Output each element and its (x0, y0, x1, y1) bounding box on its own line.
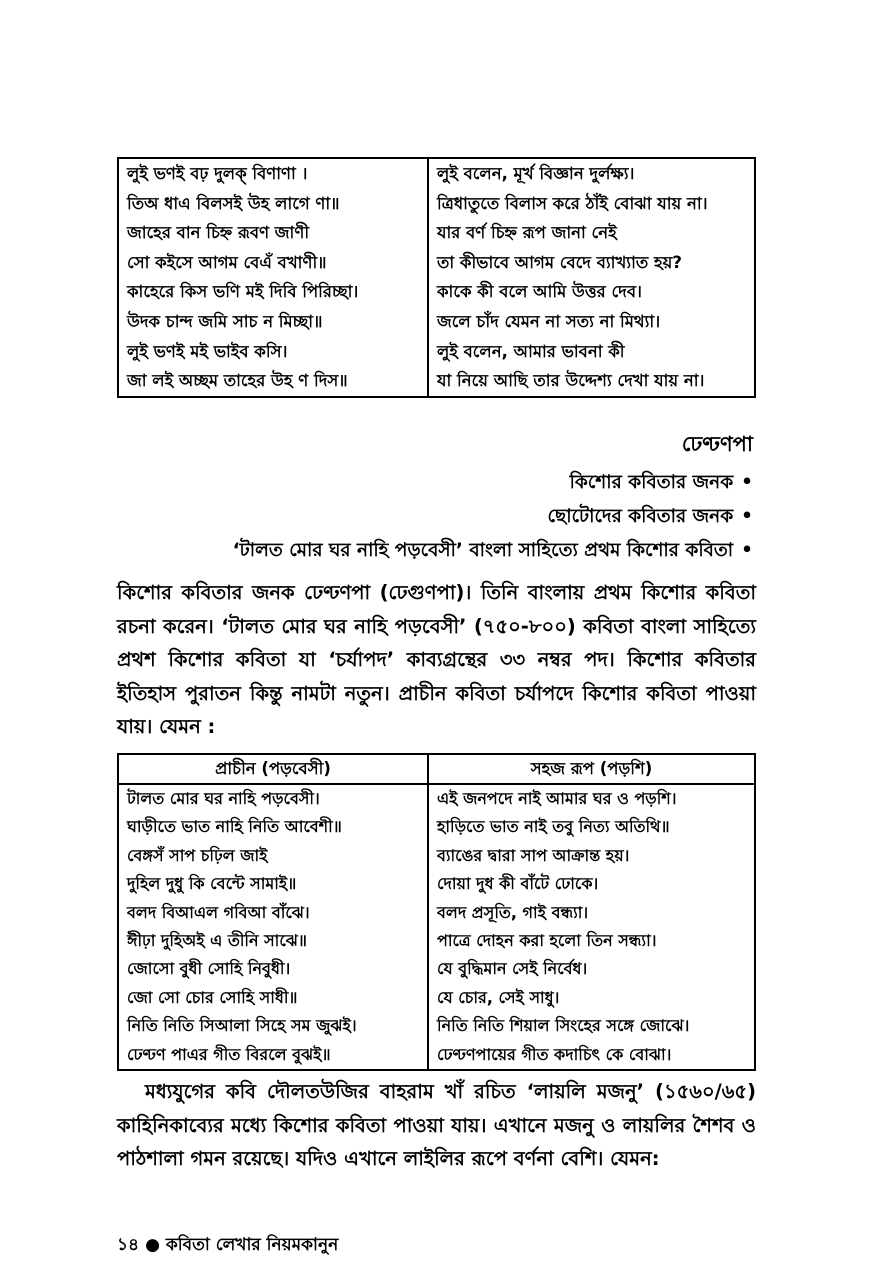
table-header-row (118, 754, 755, 784)
translation-cell: বলদ প্রসূতি, গাই বন্ধ্যা। (428, 899, 755, 927)
table-row (118, 158, 755, 189)
table-row (118, 337, 755, 367)
original-verse-cell: কাহেরে কিস ভণি মই দিবি পিরিচ্ছা। (118, 277, 428, 307)
table-row (118, 899, 755, 927)
bullet-icon: • (741, 506, 753, 527)
original-verse-cell: জো সো চোর সোহি সাধী॥ (118, 984, 428, 1012)
original-verse-cell: বলদ বিআএল গবিআ বাঁঝে। (118, 899, 428, 927)
closing-paragraph: মধ্যযুগের কবি দৌলতউজির বাহরাম খাঁ রচিত ‘লায়লি মজনু’ (১৫৬০/৬৫) কাহিনিকাব্যের মধ্যে কিশোর কবিতা পাওয়া যায়। এখানে মজনু ও লায়লির শৈশব ও পাঠশালা গমন রয়েছে। যদিও এখানে লাইলির রূপে বর্ণনা বেশি। যেমন: (117, 1080, 756, 1171)
translation-cell: কাকে কী বলে আমি উত্তর দেব। (428, 277, 755, 307)
table-row (118, 277, 755, 307)
translation-cell: যে চোর, সেই সাধু। (428, 984, 755, 1012)
table-row (118, 955, 755, 983)
poem-translation-table-1 (117, 157, 756, 398)
original-verse-cell: সো কইসে আগম বেএঁ বখাণী॥ (118, 248, 428, 278)
original-verse-cell: ঘাড়ীতে ভাত নাহি নিতি আবেশী॥ (118, 813, 428, 841)
translation-cell: হাড়িতে ভাত নাই তবু নিত্য অতিথি॥ (428, 813, 755, 841)
original-verse-cell: টালত মোর ঘর নাহি পড়বেসী। (118, 784, 428, 813)
table-row (118, 366, 755, 397)
book-title: কবিতা লেখার নিয়মকানুন (165, 1235, 339, 1255)
table-row (118, 842, 755, 870)
column-header-simple: সহজ রূপ (পড়শি) (428, 754, 755, 784)
original-verse-cell: জা লই অচ্ছম তাহের উহ ণ দিস॥ (118, 366, 428, 397)
bullet-item: কিশোর কবিতার জনক • (233, 466, 753, 500)
poem-translation-table-2 (117, 753, 756, 1071)
original-verse-cell: তিঅ ধাএ বিলসই উহ লাগে ণা॥ (118, 189, 428, 219)
translation-cell: ত্রিধাতুতে বিলাস করে ঠাঁই বোঝা যায় না। (428, 189, 755, 219)
translation-cell: লুই বলেন, মূর্খ বিজ্ঞান দুর্লক্ষ্য। (428, 158, 755, 189)
original-verse-cell: লুই ভণই বঢ় দুলক্ বিণাণা । (118, 158, 428, 189)
original-verse-cell: লুই ভণই মই ভাইব কসি। (118, 337, 428, 367)
table-row (118, 784, 755, 813)
table-row (118, 218, 755, 248)
bullet-icon: • (741, 540, 753, 561)
bullet-list (233, 466, 753, 568)
original-verse-cell: জোসো বুধী সোহি নিবুধী। (118, 955, 428, 983)
table-row (118, 1041, 755, 1070)
translation-cell: তা কীভাবে আগম বেদে ব্যাখ্যাত হয়? (428, 248, 755, 278)
original-verse-cell: দুহিল দুধু কি বেন্টে সামাই॥ (118, 870, 428, 898)
translation-cell: ঢেণ্ঢণপায়ের গীত কদাচিৎ কে বোঝা। (428, 1041, 755, 1070)
page-number: ১৪ (117, 1235, 140, 1255)
translation-cell: যা নিয়ে আছি তার উদ্দেশ্য দেখা যায় না। (428, 366, 755, 397)
translation-cell: পাত্রে দোহন করা হলো তিন সন্ধ্যা। (428, 927, 755, 955)
translation-cell: ব্যাঙের দ্বারা সাপ আক্রান্ত হয়। (428, 842, 755, 870)
translation-cell: দোয়া দুধ কী বাঁটে ঢোকে। (428, 870, 755, 898)
translation-cell: নিতি নিতি শিয়াল সিংহের সঙ্গে জোঝে। (428, 1012, 755, 1040)
table-row (118, 984, 755, 1012)
original-verse-cell: উদক চান্দ জমি সাচ ন মিচ্ছা॥ (118, 307, 428, 337)
bullet-item: ছোটোদের কবিতার জনক • (233, 500, 753, 534)
original-verse-cell: ঢেণ্ঢণ পাএর গীত বিরলে বুঝই॥ (118, 1041, 428, 1070)
table-row (118, 1012, 755, 1040)
intro-paragraph: কিশোর কবিতার জনক ঢেণ্ঢণপা (ঢেগুণপা)। তিনি বাংলায় প্রথম কিশোর কবিতা রচনা করেন। ‘টালত মোর ঘর নাহি পড়বেসী’ (৭৫০-৮০০) কবিতা বাংলা সাহিত্যে প্রথশ কিশোর কবিতা যা ‘চর্যাপদ’ কাব্যগ্রন্থের ৩৩ নম্বর পদ। কিশোর কবিতার ইতিহাস পুরাতন কিন্তু নামটা নতুন। প্রাচীন কবিতা চর্যাপদে কিশোর কবিতা পাওয়া যায়। যেমন : (117, 581, 756, 739)
table-row (118, 248, 755, 278)
translation-cell: যে বুদ্ধিমান সেই নির্বেধ। (428, 955, 755, 983)
translation-cell: লুই বলেন, আমার ভাবনা কী (428, 337, 755, 367)
table-row (118, 870, 755, 898)
translation-cell: জলে চাঁদ যেমন না সত্য না মিথ্যা। (428, 307, 755, 337)
bullet-icon: • (741, 472, 753, 493)
section-heading: ঢেণ্ঢণপা (681, 432, 753, 456)
translation-cell: যার বর্ণ চিহ্ন রূপ জানা নেই (428, 218, 755, 248)
page-footer (117, 1232, 338, 1260)
table-row (118, 189, 755, 219)
original-verse-cell: নিতি নিতি সিআলা সিহে সম জুঝই। (118, 1012, 428, 1040)
translation-cell: এই জনপদে নাই আমার ঘর ও পড়শি। (428, 784, 755, 813)
bullet-icon: ● (145, 1235, 160, 1255)
original-verse-cell: জাহের বান চিহ্ন রূবণ জাণী (118, 218, 428, 248)
original-verse-cell: ঈীঢ়া দুহিঅই এ তীনি সাঝে॥ (118, 927, 428, 955)
original-verse-cell: বেঙ্গসঁ সাপ চঢ়িল জাই (118, 842, 428, 870)
poem-title-bold: ‘টালত মোর ঘর নাহি পড়বেসী’ (৭৫০-৮০০) (221, 614, 576, 638)
bullet-item: ‘টালত মোর ঘর নাহি পড়বেসী’ বাংলা সাহিত্যে প্রথম কিশোর কবিতা • (233, 534, 753, 568)
table-row (118, 927, 755, 955)
table-row (118, 813, 755, 841)
table-row (118, 307, 755, 337)
column-header-ancient: প্রাচীন (পড়বেসী) (118, 754, 428, 784)
